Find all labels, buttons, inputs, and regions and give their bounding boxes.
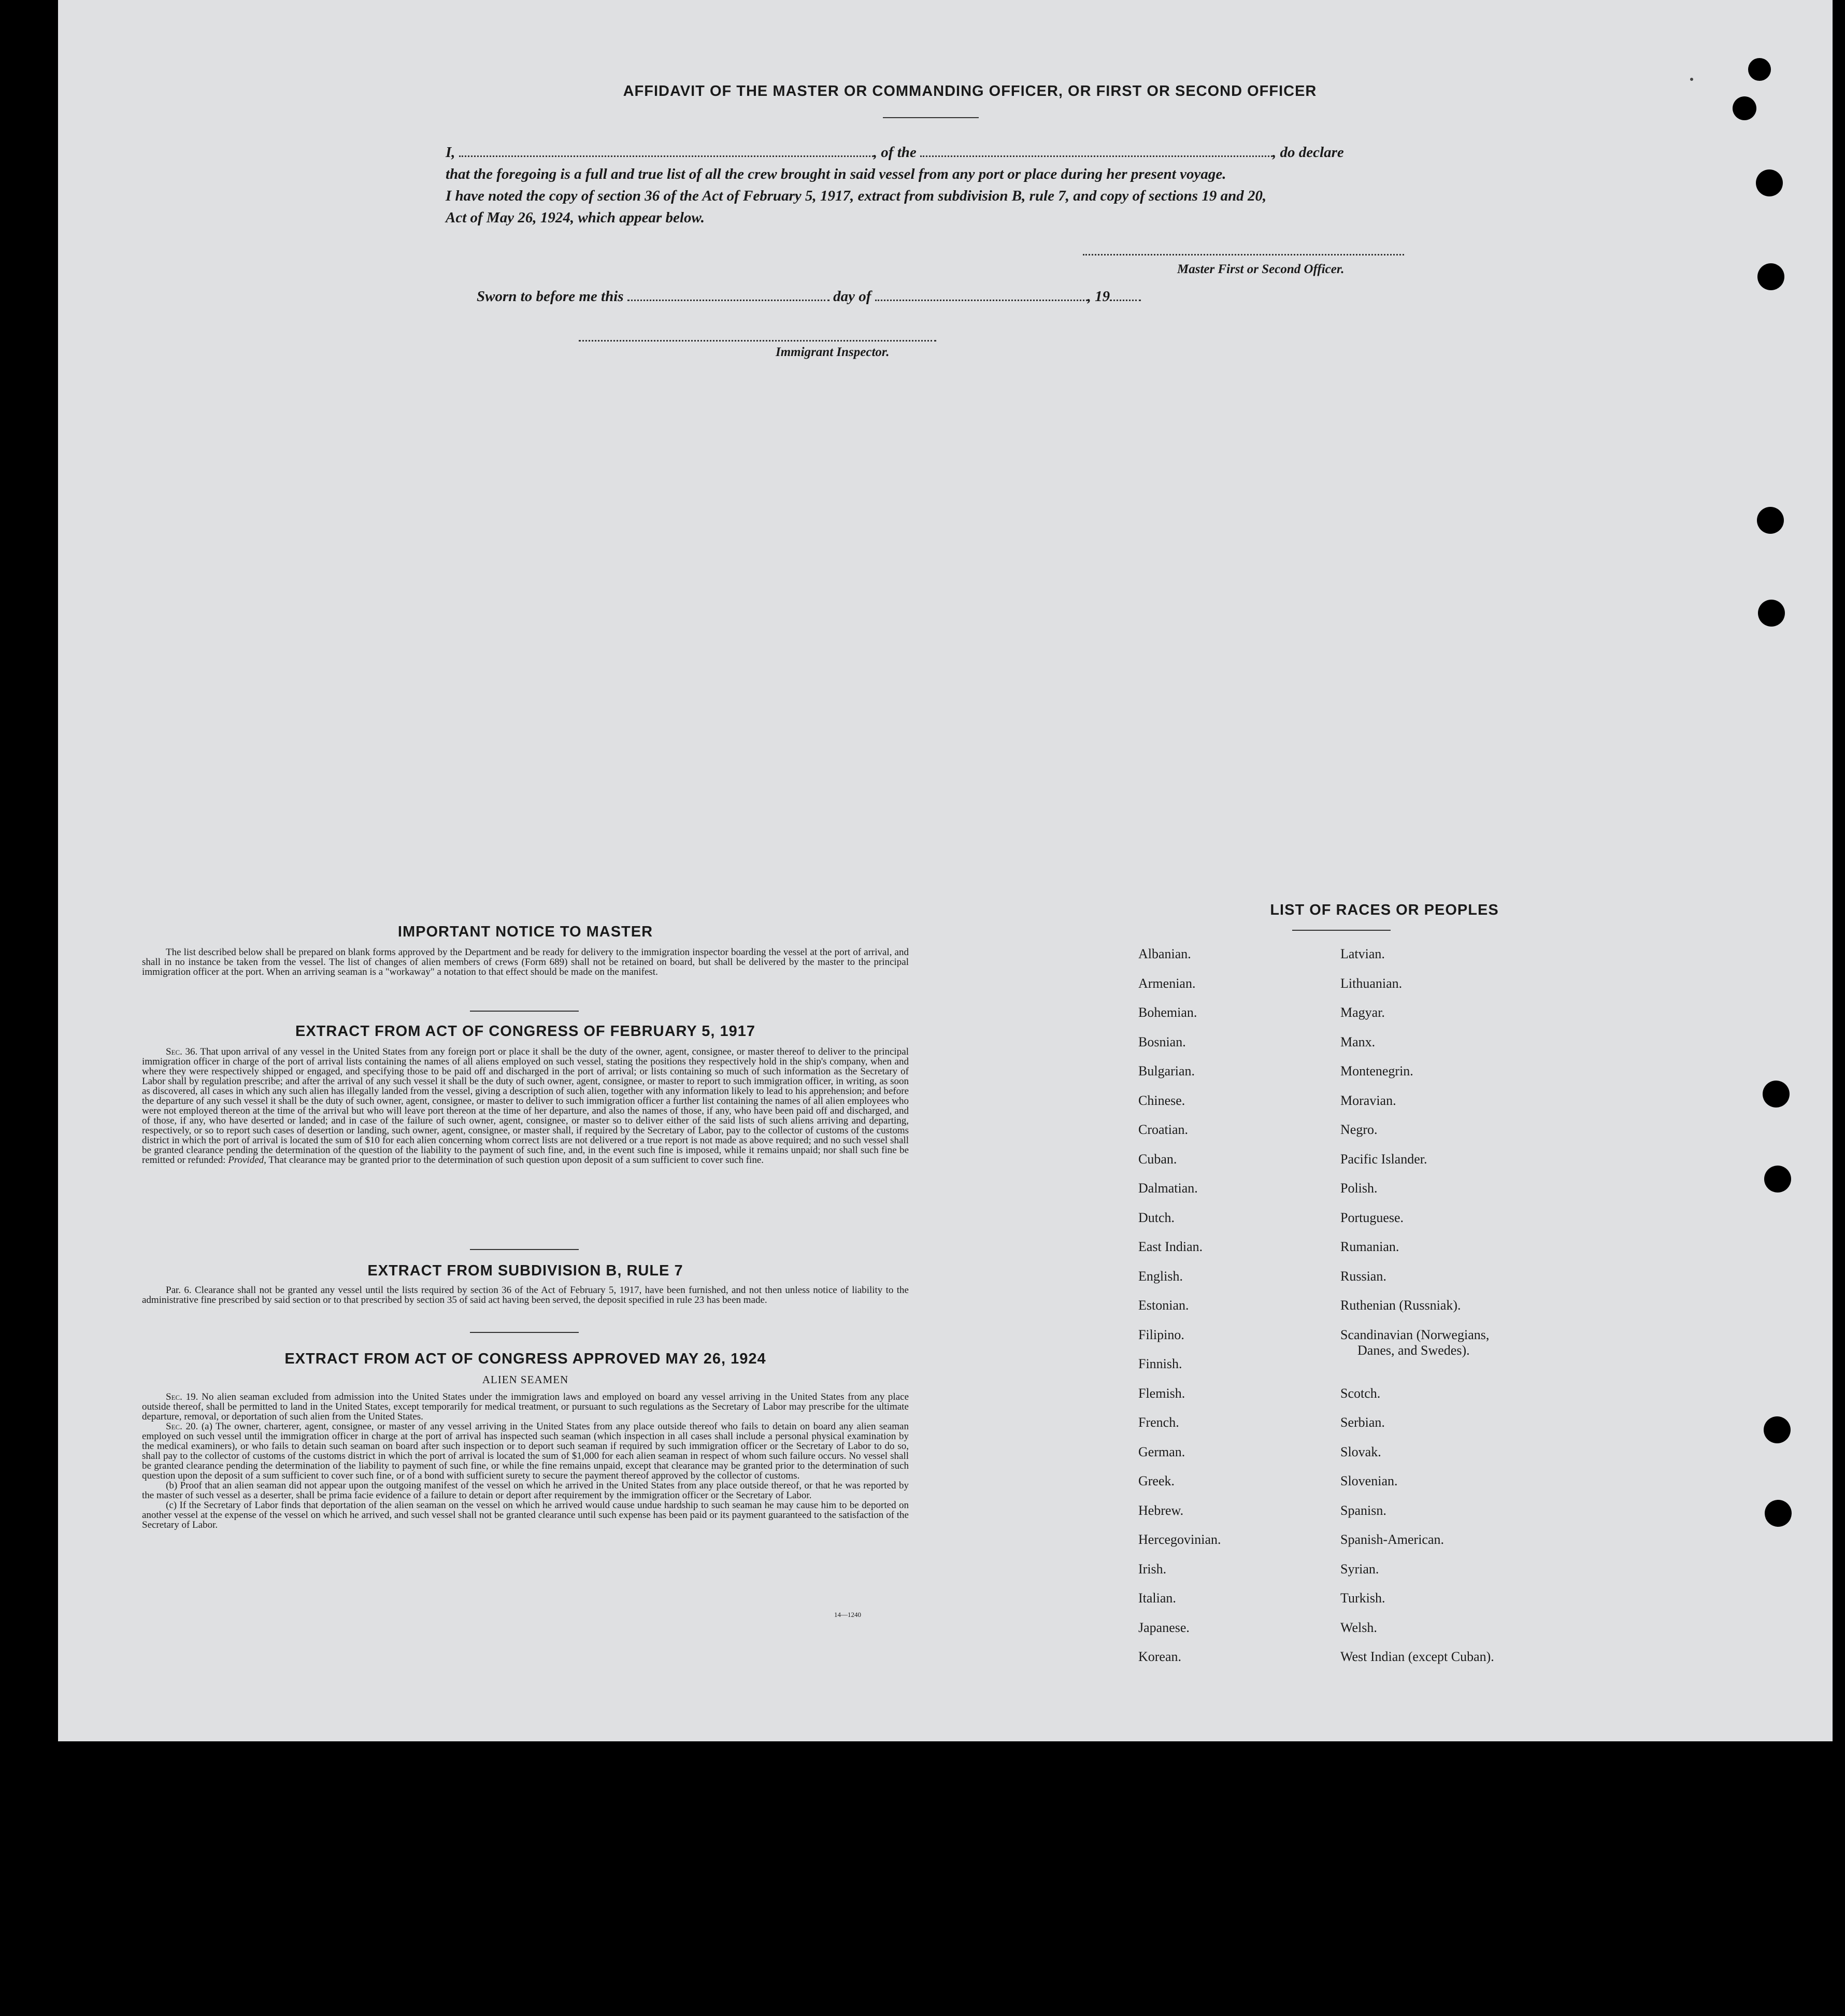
race-item: Negro. — [1340, 1122, 1378, 1137]
section-36-body: That upon arrival of any vessel in the United States from any foreign port or place it shall be the duty of the owner, agent, consignee, or master thereof to deliver to the principal immigration officer in charge of the port of arrival lists containing the names of all aliens employed on such vessel, stating the positions they respectively hold in the ship's company, when and where they were respectively shipped or engaged, and specifying those to be paid off and discharged in the port of arrival; or lists containing so much of such information as the Secretary of Labor shall by regulation prescribe; and after the arrival of any such vessel it shall be the duty of such owner, agent, consignee, or master to report to such immigration officer, in writing, as soon as discovered, all cases in which any such alien has illegally landed from the vessel, giving a description of such alien, together with any information likely to lead to his apprehension; and before the departure of any such vessel it shall be the duty of such owner, agent, consignee, or master to deliver to such immigration officer a further list containing the names of all alien employees who were not employed thereon at the time of the arrival but who will leave port thereon at the time of her departure, and also the names of those, if any, who have been paid off and discharged, and of those, if any, who have deserted or landed; and in case of the failure of such owner, agent, consignee, or master so to deliver either of the said lists of such aliens arriving and departing, respectively, or so to report such cases of desertion or landing, such owner, agent, consignee, or master shall, if required by the Secretary of Labor, pay to the collector of customs of the customs district in which the port of arrival is located the sum of $10 for each alien concerning whom correct lists are not delivered or a true report is not made as above required; and no such vessel shall be granted clearance pending the determination of the question of the liability to the payment of such fine, and, in the event such fine is imposed, while it remains unpaid; nor shall such fine be remitted or refunded: — [142, 1046, 909, 1166]
race-item: Finnish. — [1138, 1356, 1182, 1371]
affidavit-title: AFFIDAVIT OF THE MASTER OR COMMANDING OFFICER, OR FIRST OR SECOND OFFICER — [623, 83, 1317, 100]
race-item: Turkish. — [1340, 1591, 1385, 1606]
rule-7-title: EXTRACT FROM SUBDIVISION B, RULE 7 — [367, 1262, 683, 1279]
race-item: Slovenian. — [1340, 1473, 1398, 1488]
race-item: Greek. — [1138, 1473, 1175, 1488]
race-item: Italian. — [1138, 1591, 1176, 1606]
punch-hole — [1764, 1416, 1791, 1443]
race-item: Moravian. — [1340, 1092, 1396, 1108]
race-item: Lithuanian. — [1340, 975, 1403, 991]
race-item: Japanese. — [1138, 1620, 1190, 1635]
rule-7-text — [142, 1285, 909, 1305]
race-item: Spanish-American. — [1340, 1532, 1444, 1547]
notice-title: IMPORTANT NOTICE TO MASTER — [397, 924, 653, 940]
race-item: Polish. — [1340, 1181, 1378, 1196]
race-item: Hercegovinian. — [1138, 1532, 1221, 1547]
of-the-label: , of the — [873, 144, 917, 161]
race-item-continuation: Danes, and Swedes). — [1357, 1342, 1470, 1358]
divider — [470, 1011, 579, 1012]
race-item: Irish. — [1138, 1561, 1167, 1577]
race-item: Portuguese. — [1340, 1210, 1404, 1225]
race-item: Dalmatian. — [1138, 1181, 1198, 1196]
race-item: Chinese. — [1138, 1092, 1185, 1108]
race-item: Montenegrin. — [1340, 1063, 1413, 1078]
extract-1917-text — [142, 1047, 909, 1165]
rule-7-paragraph: Par. 6. Clearance shall not be granted any vessel until the lists required by section 36 of the Act of February 5, 1917, have been furnished, and not then unless notice of liability to the administrative fine prescribed by said section or to that prescribed by section 35 of said act having been served, the deposit specified in rule 23 has been made. — [142, 1285, 909, 1305]
race-item: Slovak. — [1340, 1444, 1381, 1459]
race-item: Cuban. — [1138, 1151, 1177, 1167]
race-item: German. — [1138, 1444, 1185, 1459]
divider — [1292, 930, 1391, 931]
section-20a-body: (a) The owner, charterer, agent, consignee, or master of any vessel arriving in the United States from any place outside thereof who fails to detain on board any alien seaman employed on such vessel until the immigration officer in charge at the port of arrival has inspected such seaman (which inspection in all cases shall include a personal physical examination by the medical examiners), or who fails to detain such seaman on board after such inspection or to deport such seaman if required by such immigration officer or the Secretary of Labor to do so, shall pay to the collector of customs of the customs district in which the port of arrival is located the sum of $1,000 for each alien seaman in respect of whom such failure occurs. No vessel shall be granted clearance pending the determination of the liability to payment of such fine, or while the fine remains unpaid, except that clearance may be granted prior to the determination of such question upon the deposit of a sum sufficient to cover such fine, or of a bond with sufficient surety to secure the payment thereof approved by the collector of customs. — [142, 1421, 909, 1481]
section-20b-body: (b) Proof that an alien seaman did not appear upon the outgoing manifest of the vessel on which he arrived in the United States from any place outside thereof, or that he was reported by the master of such vessel as a deserter, shall be prima facie evidence of a failure to detain or deport after requirement by the immigration officer or the Secretary of Labor. — [142, 1480, 909, 1501]
punch-hole — [1765, 1500, 1792, 1527]
master-signature-line[interactable] — [1083, 254, 1404, 255]
notice-text — [142, 947, 909, 977]
race-item: Filipino. — [1138, 1327, 1184, 1342]
race-item: Albanian. — [1138, 946, 1191, 961]
divider — [470, 1332, 579, 1333]
provided-word: Provided, — [228, 1155, 266, 1166]
name-blank[interactable] — [459, 145, 874, 157]
race-item: Scandinavian (Norwegians, — [1340, 1327, 1490, 1342]
punch-hole — [1733, 96, 1756, 120]
race-item: Bosnian. — [1138, 1034, 1186, 1049]
sworn-label: Sworn to before me this — [477, 288, 624, 305]
race-item: Dutch. — [1138, 1210, 1175, 1225]
do-declare-label: , do declare — [1272, 144, 1344, 161]
punch-hole — [1758, 600, 1785, 627]
punch-hole — [1764, 1166, 1791, 1192]
race-item: French. — [1138, 1415, 1179, 1430]
punch-hole — [1756, 169, 1783, 196]
section-19-label: Sec. 19. — [166, 1392, 198, 1402]
race-item: Russian. — [1340, 1268, 1386, 1284]
master-signature-label: Master First or Second Officer. — [1177, 262, 1345, 276]
document-page — [58, 0, 1833, 1741]
races-title: LIST OF RACES OR PEOPLES — [1270, 902, 1499, 918]
month-blank[interactable] — [875, 289, 1088, 301]
race-item: Pacific Islander. — [1340, 1151, 1427, 1167]
punch-hole — [1757, 263, 1784, 290]
declaration-line-4: Act of May 26, 1924, which appear below. — [446, 209, 705, 226]
race-item: Armenian. — [1138, 975, 1196, 991]
race-item: Hebrew. — [1138, 1502, 1184, 1518]
declaration-line-2: that the foregoing is a full and true list of all the crew brought in said vessel from any port or place during her present voyage. — [446, 166, 1226, 182]
year-label: , 19 — [1087, 288, 1110, 305]
act-1924-title: EXTRACT FROM ACT OF CONGRESS APPROVED MAY 26, 1924 — [284, 1351, 766, 1367]
race-item: Korean. — [1138, 1649, 1182, 1664]
form-number: 14—1240 — [834, 1611, 861, 1619]
race-item: Manx. — [1340, 1034, 1376, 1049]
speck — [1690, 78, 1693, 81]
race-item: Welsh. — [1340, 1620, 1377, 1635]
inspector-signature-line[interactable] — [579, 340, 936, 342]
act-1924-text — [142, 1392, 909, 1530]
race-item: Latvian. — [1340, 946, 1385, 961]
race-item: English. — [1138, 1268, 1183, 1284]
section-19-body: No alien seaman excluded from admission into the United States under the immigration laws and employed on board any vessel arriving in the United States from any place outside thereof, shall be permitted to land in the United States, except temporarily for medical treatment, or pursuant to such regulations as the Secretary of Labor may prescribe for the ultimate departure, removal, or deportation of such alien from the United States. — [142, 1392, 909, 1422]
day-blank[interactable] — [627, 289, 829, 301]
divider — [470, 1249, 579, 1250]
day-of-label: day of — [833, 288, 871, 305]
declaration-line-1 — [446, 144, 1492, 161]
inspector-signature-label: Immigrant Inspector. — [776, 345, 890, 359]
divider — [883, 117, 979, 118]
year-blank[interactable] — [1110, 289, 1141, 301]
notice-paragraph: The list described below shall be prepared on blank forms approved by the Department and be ready for delivery to the immigration inspector boarding the vessel at the port of arrival, and shall in no instance be taken from the vessel. The list of changes of alien members of crews (Form 689) shall not be retained on board, but shall be delivered by the master to the principal immigration officer at the port. When an arriving seaman is a "workaway" a notation to that effect should be made on the manifest. — [142, 947, 909, 977]
race-item: Bohemian. — [1138, 1005, 1197, 1020]
race-item: Magyar. — [1340, 1005, 1385, 1020]
extract-1917-title: EXTRACT FROM ACT OF CONGRESS OF FEBRUARY 5, 1917 — [295, 1023, 756, 1040]
section-20c-body: (c) If the Secretary of Labor finds that deportation of the alien seaman on the vessel on which he arrived would cause undue hardship to such seaman he may cause him to be deported on another vessel at the expense of the vessel on which he arrived, and such vessel shall not be granted clearance until such expense has been paid or its payment guaranteed to the satisfaction of the Secretary of Labor. — [142, 1500, 909, 1530]
punch-hole — [1757, 507, 1784, 534]
race-item: Estonian. — [1138, 1298, 1189, 1313]
race-item: Scotch. — [1340, 1385, 1381, 1401]
race-item: Croatian. — [1138, 1122, 1189, 1137]
section-20-label: Sec. 20. — [166, 1421, 198, 1432]
alien-seamen-heading: ALIEN SEAMEN — [482, 1373, 569, 1386]
declaration-line-3: I have noted the copy of section 36 of the Act of February 5, 1917, extract from subdivision B, rule 7, and copy of sections 19 and 20, — [446, 188, 1267, 204]
race-item: Rumanian. — [1340, 1239, 1399, 1254]
punch-hole — [1748, 58, 1771, 81]
race-item: Serbian. — [1340, 1415, 1385, 1430]
race-item: Syrian. — [1340, 1561, 1379, 1577]
vessel-blank[interactable] — [920, 145, 1272, 157]
section-36-label: Sec. 36. — [166, 1046, 198, 1057]
sworn-line — [477, 288, 1141, 305]
race-item: Bulgarian. — [1138, 1063, 1195, 1078]
punch-hole — [1763, 1081, 1790, 1108]
race-item: Spanisn. — [1340, 1502, 1386, 1518]
race-item: West Indian (except Cuban). — [1340, 1649, 1494, 1664]
declare-prefix: I, — [446, 144, 455, 161]
race-item: East Indian. — [1138, 1239, 1203, 1254]
race-item: Ruthenian (Russniak). — [1340, 1298, 1461, 1313]
section-36-end: That clearance may be granted prior to the determination of such question upon deposit of a sum sufficient to cover such fine. — [268, 1155, 764, 1166]
race-item: Flemish. — [1138, 1385, 1185, 1401]
